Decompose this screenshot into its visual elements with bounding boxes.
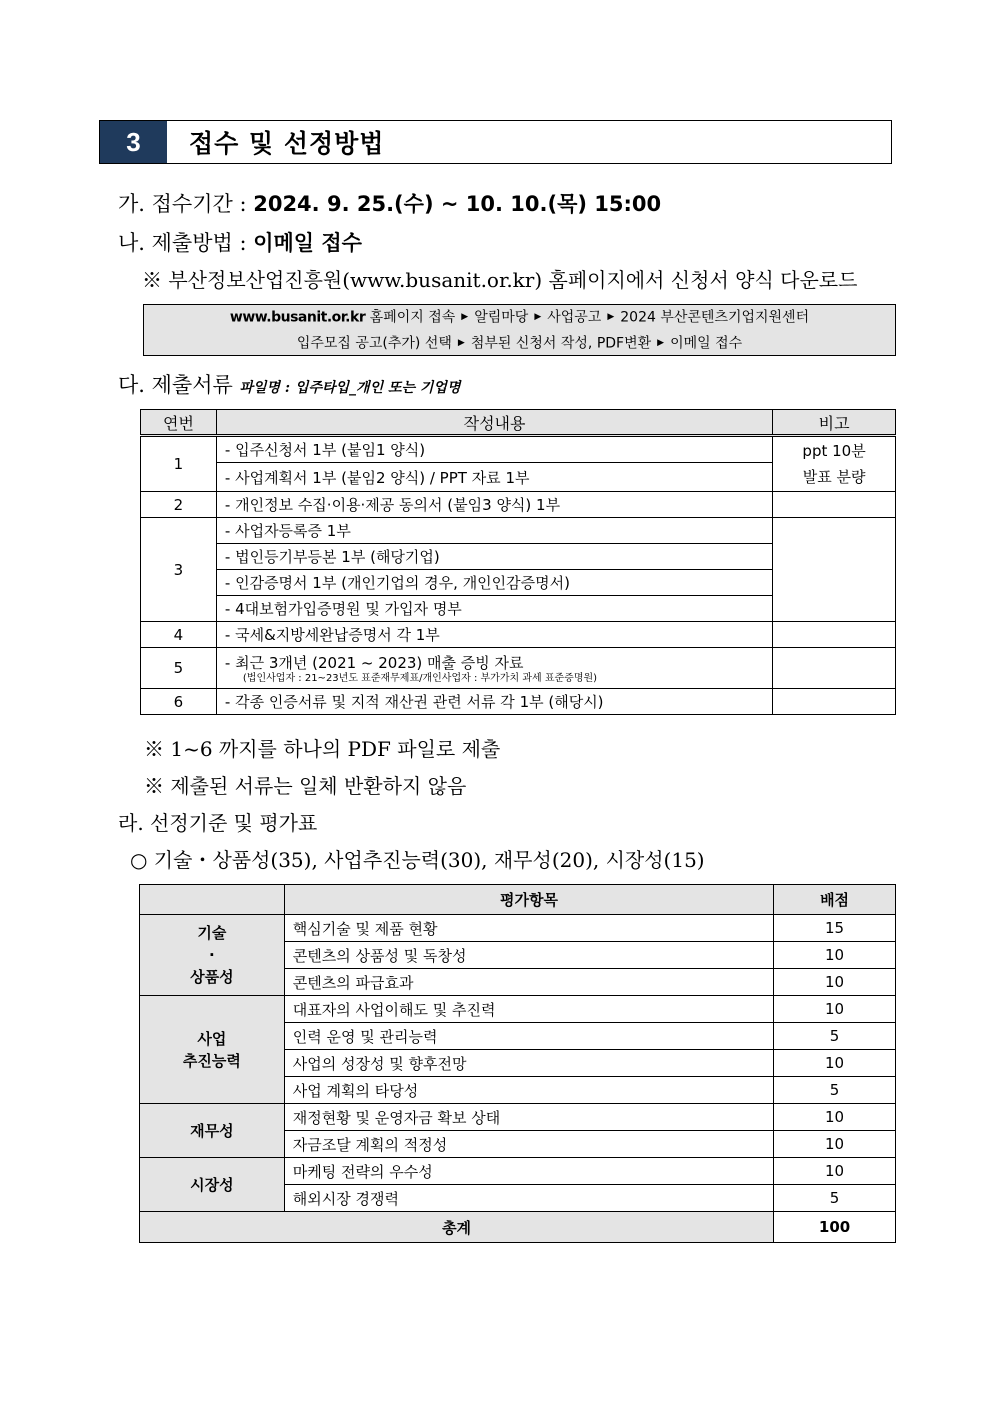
table-header-row	[141, 410, 896, 436]
row-item: - 각종 인증서류 및 지적 재산권 관련 서류 각 1부 (해당시)	[216, 689, 772, 715]
row-item: - 인감증명서 1부 (개인기업의 경우, 개인인감증명서)	[216, 570, 772, 596]
guide-step: 2024 부산콘텐츠기업지원센터	[620, 309, 810, 326]
row-remark	[773, 622, 896, 648]
header-category	[140, 885, 285, 915]
total-label: 총계	[140, 1212, 774, 1243]
submission-method	[118, 227, 362, 257]
method-value: 이메일 접수	[253, 231, 362, 255]
guide-url: www.busanit.or.kr	[229, 309, 366, 326]
header-content: 작성내용	[216, 410, 772, 436]
criterion-score: 5	[774, 1023, 896, 1050]
row-item: - 법인등기부등본 1부 (해당기업)	[216, 544, 772, 570]
header-score: 배점	[774, 885, 896, 915]
criteria-heading: 라. 선정기준 및 평가표	[118, 811, 318, 835]
category-line: 사업	[197, 1029, 227, 1048]
criterion-score: 15	[774, 915, 896, 942]
criterion-item: 마케팅 전략의 우수성	[284, 1158, 773, 1185]
documents-label: 다. 제출서류	[118, 373, 233, 397]
triangle-right-icon: ▶	[534, 312, 542, 322]
remark-line: ppt 10분	[802, 442, 866, 460]
row-number: 2	[141, 492, 217, 518]
header-number: 연번	[141, 410, 217, 436]
category-line: 재무성	[190, 1121, 234, 1140]
row-remark	[773, 689, 896, 715]
category-line: 기술	[197, 924, 227, 942]
criterion-item: 핵심기술 및 제품 현황	[284, 915, 773, 942]
criterion-item: 콘텐츠의 상품성 및 독창성	[284, 942, 773, 969]
row-number: 1	[141, 436, 217, 492]
guide-step: 알림마당	[474, 309, 529, 326]
triangle-right-icon: ▶	[607, 312, 615, 322]
remark-line: 발표 분량	[802, 468, 866, 486]
method-label: 나. 제출방법 :	[118, 231, 247, 255]
criterion-score: 10	[774, 996, 896, 1023]
criterion-score: 5	[774, 1185, 896, 1212]
guide-step: 이메일 접수	[670, 335, 743, 351]
guide-line-2	[144, 331, 895, 357]
row-item: - 4대보험가입증명원 및 가입자 명부	[216, 596, 772, 622]
table-row	[141, 689, 896, 715]
note-single-pdf: ※ 1~6 까지를 하나의 PDF 파일로 제출	[144, 737, 501, 761]
header-remark: 비고	[773, 410, 896, 436]
row-remark	[773, 648, 896, 689]
table-row	[141, 648, 896, 689]
evaluation-table	[139, 884, 896, 1243]
criterion-score: 10	[774, 1104, 896, 1131]
guide-line-1	[144, 305, 895, 331]
row-item	[216, 648, 772, 689]
category-line: 상품성	[190, 968, 234, 986]
guide-step: 홈페이지 접속	[369, 309, 456, 326]
row-item: - 사업계획서 1부 (붙임2 양식) / PPT 자료 1부	[216, 463, 772, 492]
period-value: 2024. 9. 25.(수) ~ 10. 10.(목) 15:00	[253, 192, 662, 216]
row-remark	[773, 492, 896, 518]
criterion-item: 사업 계획의 타당성	[284, 1077, 773, 1104]
table-header-row	[140, 885, 896, 915]
header-item: 평가항목	[284, 885, 773, 915]
row-item: - 국세&지방세완납증명서 각 1부	[216, 622, 772, 648]
total-score: 100	[774, 1212, 896, 1243]
section-title: 접수 및 선정방법	[189, 129, 385, 158]
row-item-main: - 최근 3개년 (2021 ~ 2023) 매출 증빙 자료	[224, 653, 524, 672]
table-row	[141, 518, 896, 544]
section-number: 3	[100, 121, 167, 163]
documents-heading	[118, 369, 460, 399]
row-remark	[773, 436, 896, 492]
criterion-score: 10	[774, 942, 896, 969]
documents-table	[140, 409, 896, 715]
note-no-return: ※ 제출된 서류는 일체 반환하지 않음	[144, 774, 467, 798]
category-tech	[140, 915, 285, 996]
guide-step: 첨부된 신청서 작성, PDF변환	[470, 335, 652, 351]
section-header	[99, 120, 892, 164]
category-finance	[140, 1104, 285, 1158]
period-label: 가. 접수기간 :	[118, 192, 247, 216]
criterion-item: 자금조달 계획의 적정성	[284, 1131, 773, 1158]
criterion-item: 재정현황 및 운영자금 확보 상태	[284, 1104, 773, 1131]
row-item: - 개인정보 수집·이용·제공 동의서 (붙임3 양식) 1부	[216, 492, 772, 518]
category-line: ·	[209, 946, 215, 964]
criterion-item: 인력 운영 및 관리능력	[284, 1023, 773, 1050]
row-number: 3	[141, 518, 217, 622]
criterion-item: 콘텐츠의 파급효과	[284, 969, 773, 996]
table-row	[141, 436, 896, 463]
triangle-right-icon: ▶	[457, 337, 465, 348]
guide-box	[143, 304, 896, 356]
criterion-item: 해외시장 경쟁력	[284, 1185, 773, 1212]
table-row	[140, 915, 896, 942]
table-row	[140, 1158, 896, 1185]
table-row	[140, 1104, 896, 1131]
filename-note: 파일명 : 입주타입_개인 또는 기업명	[239, 380, 461, 396]
guide-step: 사업공고	[547, 309, 602, 326]
total-row	[140, 1212, 896, 1243]
row-number: 4	[141, 622, 217, 648]
category-line: 추진능력	[182, 1051, 241, 1070]
table-row	[140, 996, 896, 1023]
criteria-summary: ○ 기술・상품성(35), 사업추진능력(30), 재무성(20), 시장성(15)	[130, 848, 705, 872]
row-item-sub: (법인사업자 : 21~23년도 표준재무제표/개인사업자 : 부가가치 과세 표준증명원)	[242, 672, 598, 684]
category-market	[140, 1158, 285, 1212]
row-remark	[773, 518, 896, 622]
download-note: ※ 부산정보산업진흥원(www.busanit.or.kr) 홈페이지에서 신청서 양식 다운로드	[142, 268, 858, 292]
criterion-score: 10	[774, 1158, 896, 1185]
triangle-right-icon: ▶	[657, 337, 665, 348]
criterion-score: 5	[774, 1077, 896, 1104]
criterion-score: 10	[774, 1050, 896, 1077]
row-number: 6	[141, 689, 217, 715]
criterion-item: 사업의 성장성 및 향후전망	[284, 1050, 773, 1077]
criterion-score: 10	[774, 1131, 896, 1158]
table-row	[141, 622, 896, 648]
row-item: - 사업자등록증 1부	[216, 518, 772, 544]
category-line: 시장성	[190, 1175, 234, 1194]
row-number: 5	[141, 648, 217, 689]
triangle-right-icon: ▶	[461, 312, 469, 322]
criterion-item: 대표자의 사업이해도 및 추진력	[284, 996, 773, 1023]
criterion-score: 10	[774, 969, 896, 996]
row-item: - 입주신청서 1부 (붙임1 양식)	[216, 436, 772, 463]
table-row	[141, 492, 896, 518]
guide-step: 입주모집 공고(추가) 선택	[296, 335, 452, 351]
application-period	[118, 188, 661, 218]
category-business	[140, 996, 285, 1104]
